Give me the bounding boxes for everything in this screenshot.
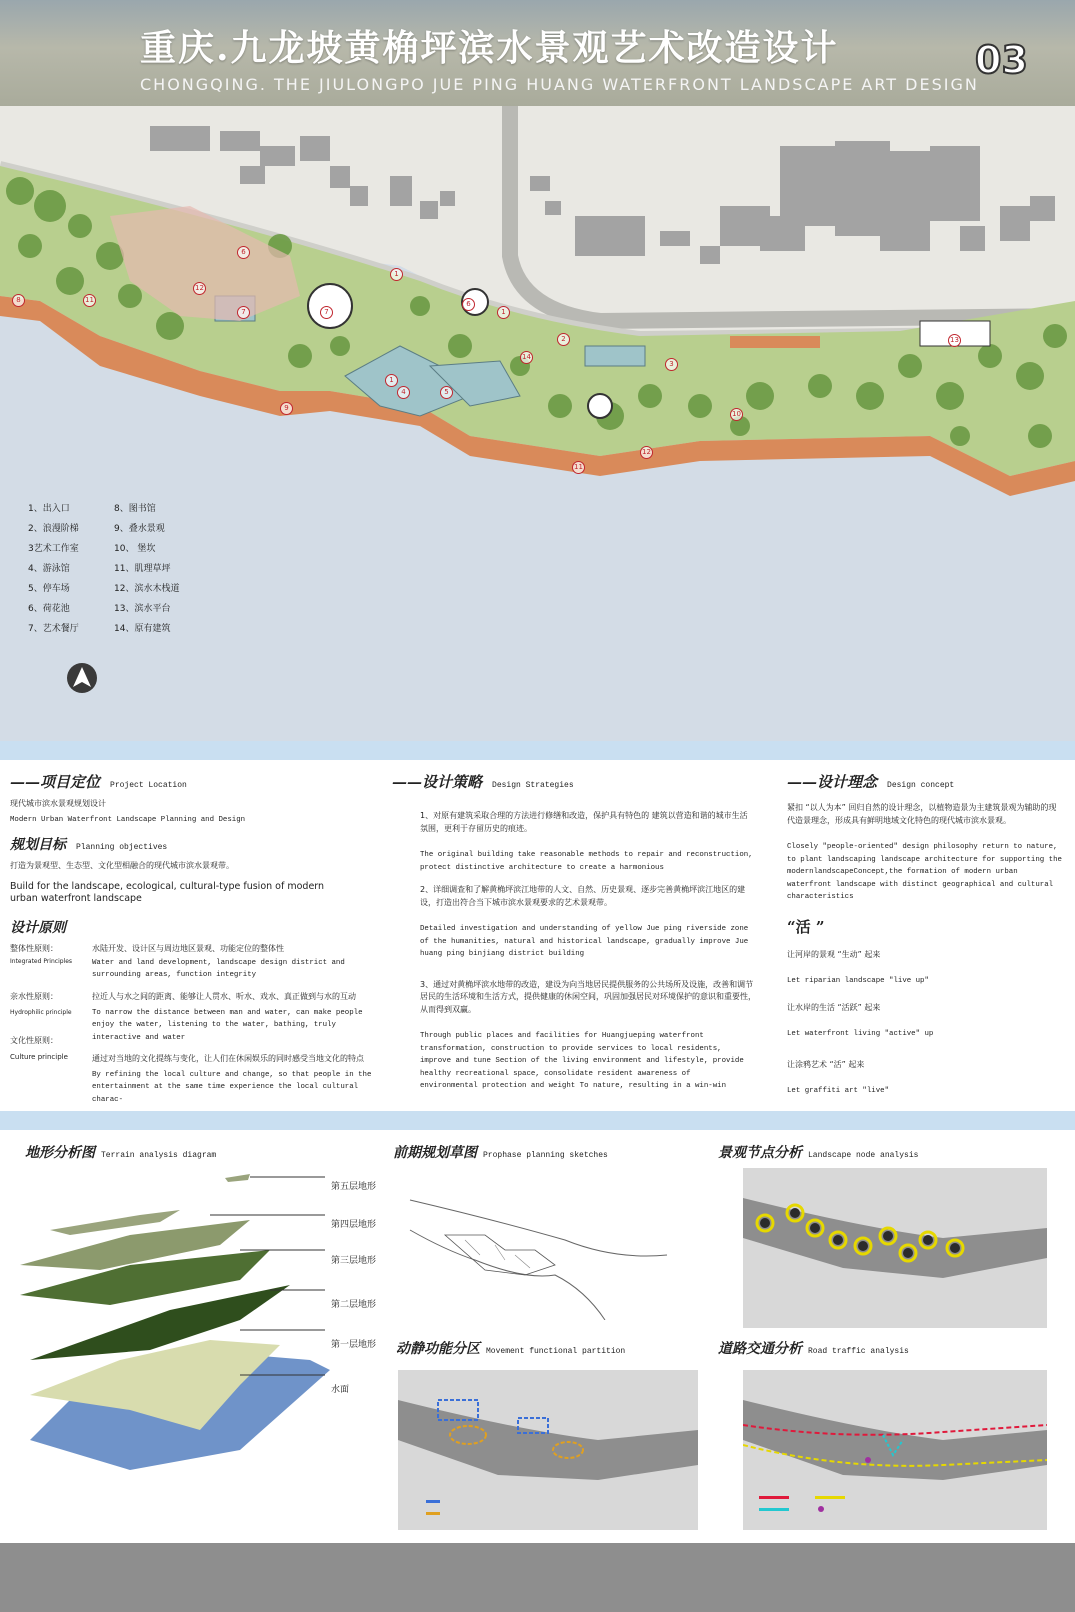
section-heading: ——项目定位 Project Location bbox=[10, 773, 187, 791]
movement-partition-map bbox=[398, 1370, 698, 1530]
concept-line-en: Let graffiti art "live" bbox=[787, 1087, 890, 1095]
concept-text-en: Closely "people-oriented" design philosophy return to nature, to plant landscaping landscape architecture for supporting the modernlandscapeConcept,the formation of modern urban waterfront landscape with distinct geographical and cultural characteristics bbox=[787, 843, 1062, 901]
divider-band bbox=[0, 741, 1075, 760]
principles-heading: 设计原则 bbox=[10, 919, 66, 936]
strategy-3-en: Through public places and facilities for Huangjueping waterfront transformation, construction to provide services to local residents, improve and tune Section of the living environment and lifestyle, provide healthy recreational space, consolidate resident awareness of environmental protection and weight To nature, resulting in a win-win bbox=[420, 1032, 744, 1090]
map-marker: 5 bbox=[440, 386, 453, 399]
legend-item: 8、图书馆 bbox=[114, 504, 156, 514]
footer-band bbox=[0, 1543, 1075, 1612]
strategy-3-cn: 3、通过对黄桷坪滨水地带的改造，建设为向当地居民提供服务的公共场所及设施，改善和调节居民的生活环境和生活方式，提供健康的休闲空间，巩固加强居民对环境保护的意识和重要性，从而得到双赢。 bbox=[420, 979, 756, 1014]
terrain-layer-labels bbox=[331, 1179, 381, 1395]
strategy-1-cn: 1、对原有建筑采取合理的方法进行修缮和改造，保护具有特色的 建筑以营造和谐的城市生活氛围，更利于存留历史的痕迹。 bbox=[420, 811, 748, 833]
principle-label-en: Culture principle bbox=[10, 1052, 68, 1061]
legend-item: 10、 堡坎 bbox=[114, 544, 156, 554]
sketch-drawing bbox=[405, 1180, 670, 1320]
map-marker: 3 bbox=[665, 358, 678, 371]
principle-label: 亲水性原则： bbox=[10, 991, 58, 1001]
concept-text-cn: 紧扣 “以人为本” 回归自然的设计理念，以植物造景为主建筑景观为辅助的现代造景理念，形成具有鲜明地域文化特色的现代城市滨水景观。 bbox=[787, 803, 1057, 825]
node-heading: 景观节点分析 Landscape node analysis bbox=[718, 1145, 919, 1161]
map-marker: 6 bbox=[462, 298, 475, 311]
principles-list bbox=[10, 943, 380, 1123]
terrain-layer: 第五层地形 bbox=[331, 1182, 377, 1192]
principle-label: 整体性原则： bbox=[10, 943, 58, 953]
principle-text-cn: 拉近人与水之间的距离、能够让人贯水、听水、戏水、真正做到与水的互动 bbox=[92, 991, 356, 1001]
concept-line-cn: 让河岸的景观 “生动” 起来 bbox=[787, 949, 881, 959]
map-marker: 9 bbox=[280, 402, 293, 415]
concept-line-cn: 让水岸的生活 “活跃” 起来 bbox=[787, 1002, 881, 1012]
map-marker: 11 bbox=[572, 461, 585, 474]
map-marker: 2 bbox=[557, 333, 570, 346]
legend-item: 4、游泳馆 bbox=[28, 564, 70, 574]
concept-line-en: Let riparian landscape "live up" bbox=[787, 977, 929, 985]
road-heading: 道路交通分析 Road traffic analysis bbox=[718, 1341, 909, 1357]
principle-label-en: Hydrophilic principle bbox=[10, 1008, 72, 1016]
site-plan-drawing bbox=[0, 106, 1075, 741]
map-marker: 7 bbox=[237, 306, 250, 319]
movement-heading: 动静功能分区 Movement functional partition bbox=[396, 1341, 626, 1357]
legend-item: 6、荷花池 bbox=[28, 604, 70, 614]
principle-label: 文化性原则： bbox=[10, 1035, 58, 1045]
legend-left bbox=[28, 501, 118, 641]
terrain-layer: 第四层地形 bbox=[331, 1220, 377, 1230]
node-analysis-map bbox=[743, 1168, 1047, 1328]
terrain-layer: 第二层地形 bbox=[331, 1300, 377, 1310]
principle-text-en: To narrow the distance between man and water, can make people enjoy the water, listening to the water, bathing, truly interactive and water bbox=[92, 1008, 363, 1042]
map-marker: 6 bbox=[237, 246, 250, 259]
legend-item: 7、艺术餐厅 bbox=[28, 624, 79, 634]
terrain-layer: 第三层地形 bbox=[331, 1256, 377, 1266]
objectives-heading: 规划目标 Planning objectives bbox=[10, 837, 168, 853]
map-marker: 1 bbox=[497, 306, 510, 319]
legend-item: 5、停车场 bbox=[28, 584, 70, 594]
strategy-2-cn: 2、详细调查和了解黄桷坪滨江地带的人文、自然、历史景观、逐步完善黄桷坪滨江地区的建设，打造出符合当下城市滨水景观要求的艺术景观带。 bbox=[420, 885, 746, 907]
sketch-heading: 前期规划草图 Prophase planning sketches bbox=[393, 1145, 608, 1161]
map-marker: 13 bbox=[948, 334, 961, 347]
map-marker: 11 bbox=[83, 294, 96, 307]
section-heading: ——设计理念 Design concept bbox=[787, 773, 955, 791]
legend-item: 3艺术工作室 bbox=[28, 544, 79, 554]
design-concept-section bbox=[787, 771, 1067, 1098]
page-title: 重庆.九龙坡黄桷坪滨水景观艺术改造设计 bbox=[140, 27, 839, 69]
map-marker: 8 bbox=[12, 294, 25, 307]
location-line-en: Modern Urban Waterfront Landscape Planning and Design bbox=[10, 815, 246, 824]
strategy-1-en: The original building take reasonable methods to repair and reconstruction, protect distinctive architecture to create a harmonious bbox=[420, 851, 753, 872]
terrain-layer: 水面 bbox=[331, 1385, 350, 1395]
road-traffic-map bbox=[743, 1370, 1047, 1530]
principle-text-cn: 水陆开发、设计区与周边地区景观、功能定位的整体性 bbox=[92, 943, 284, 953]
legend-item: 2、浪漫阶梯 bbox=[28, 524, 79, 534]
legend-item: 9、叠水景观 bbox=[114, 524, 165, 534]
legend-item: 11、肌理草坪 bbox=[114, 564, 171, 574]
terrain-diagram bbox=[10, 1170, 370, 1470]
project-location-section bbox=[10, 771, 380, 1123]
legend-right bbox=[114, 501, 214, 641]
terrain-layer: 第一层地形 bbox=[331, 1340, 377, 1350]
legend-item: 12、滨水木栈道 bbox=[114, 584, 180, 594]
map-marker: 7 bbox=[320, 306, 333, 319]
header-banner bbox=[0, 0, 1075, 106]
map-marker: 1 bbox=[385, 374, 398, 387]
concept-line-en: Let waterfront living "active" up bbox=[787, 1030, 934, 1038]
principle-label-en: Integrated Principles bbox=[10, 957, 73, 965]
map-marker: 1 bbox=[390, 268, 403, 281]
huo-heading: “活 ” bbox=[787, 917, 825, 936]
page-subtitle: CHONGQING. THE JIULONGPO JUE PING HUANG WATERFRONT LANDSCAPE ART DESIGN bbox=[140, 75, 979, 94]
map-marker: 14 bbox=[520, 351, 533, 364]
objectives-text-en: Build for the landscape, ecological, cultural-type fusion of modern urban waterfront landscape bbox=[10, 880, 325, 904]
objectives-text-cn: 打造为景观型、生态型、文化型相融合的现代城市滨水景观带。 bbox=[10, 861, 234, 870]
principle-text-en: By refining the local culture and change, so that people in the entertainment at the same time experience the local cultural charac- bbox=[92, 1070, 372, 1104]
strategy-2-en: Detailed investigation and understanding of yellow Jue ping riverside zone of the humanities, natural and historical landscape, gradually improve Jue huang ping binjiang district building bbox=[420, 925, 749, 958]
legend-item: 14、原有建筑 bbox=[114, 624, 171, 634]
site-plan bbox=[0, 106, 1075, 741]
north-arrow-icon bbox=[66, 662, 98, 694]
principle-text-cn: 通过对当地的文化提练与变化，让人们在休闲娱乐的同时感受当地文化的特点 bbox=[92, 1053, 364, 1063]
map-marker: 12 bbox=[640, 446, 653, 459]
legend-item: 13、滨水平台 bbox=[114, 604, 171, 614]
concept-line-cn: 让涂鸦艺术 “活” 起来 bbox=[787, 1059, 865, 1069]
legend-item: 1、出入口 bbox=[28, 504, 70, 514]
section-heading: ——设计策略 Design Strategies bbox=[392, 773, 574, 791]
page-number: 03 bbox=[975, 38, 1028, 82]
location-line-cn: 现代城市滨水景观规划设计 bbox=[10, 799, 106, 808]
design-strategies-section bbox=[392, 771, 762, 1093]
map-marker: 10 bbox=[730, 408, 743, 421]
map-marker: 12 bbox=[193, 282, 206, 295]
map-marker: 4 bbox=[397, 386, 410, 399]
terrain-heading: 地形分析图 Terrain analysis diagram bbox=[25, 1145, 217, 1161]
principle-text-en: Water and land development, landscape design district and surrounding areas, function integrity bbox=[92, 958, 345, 979]
